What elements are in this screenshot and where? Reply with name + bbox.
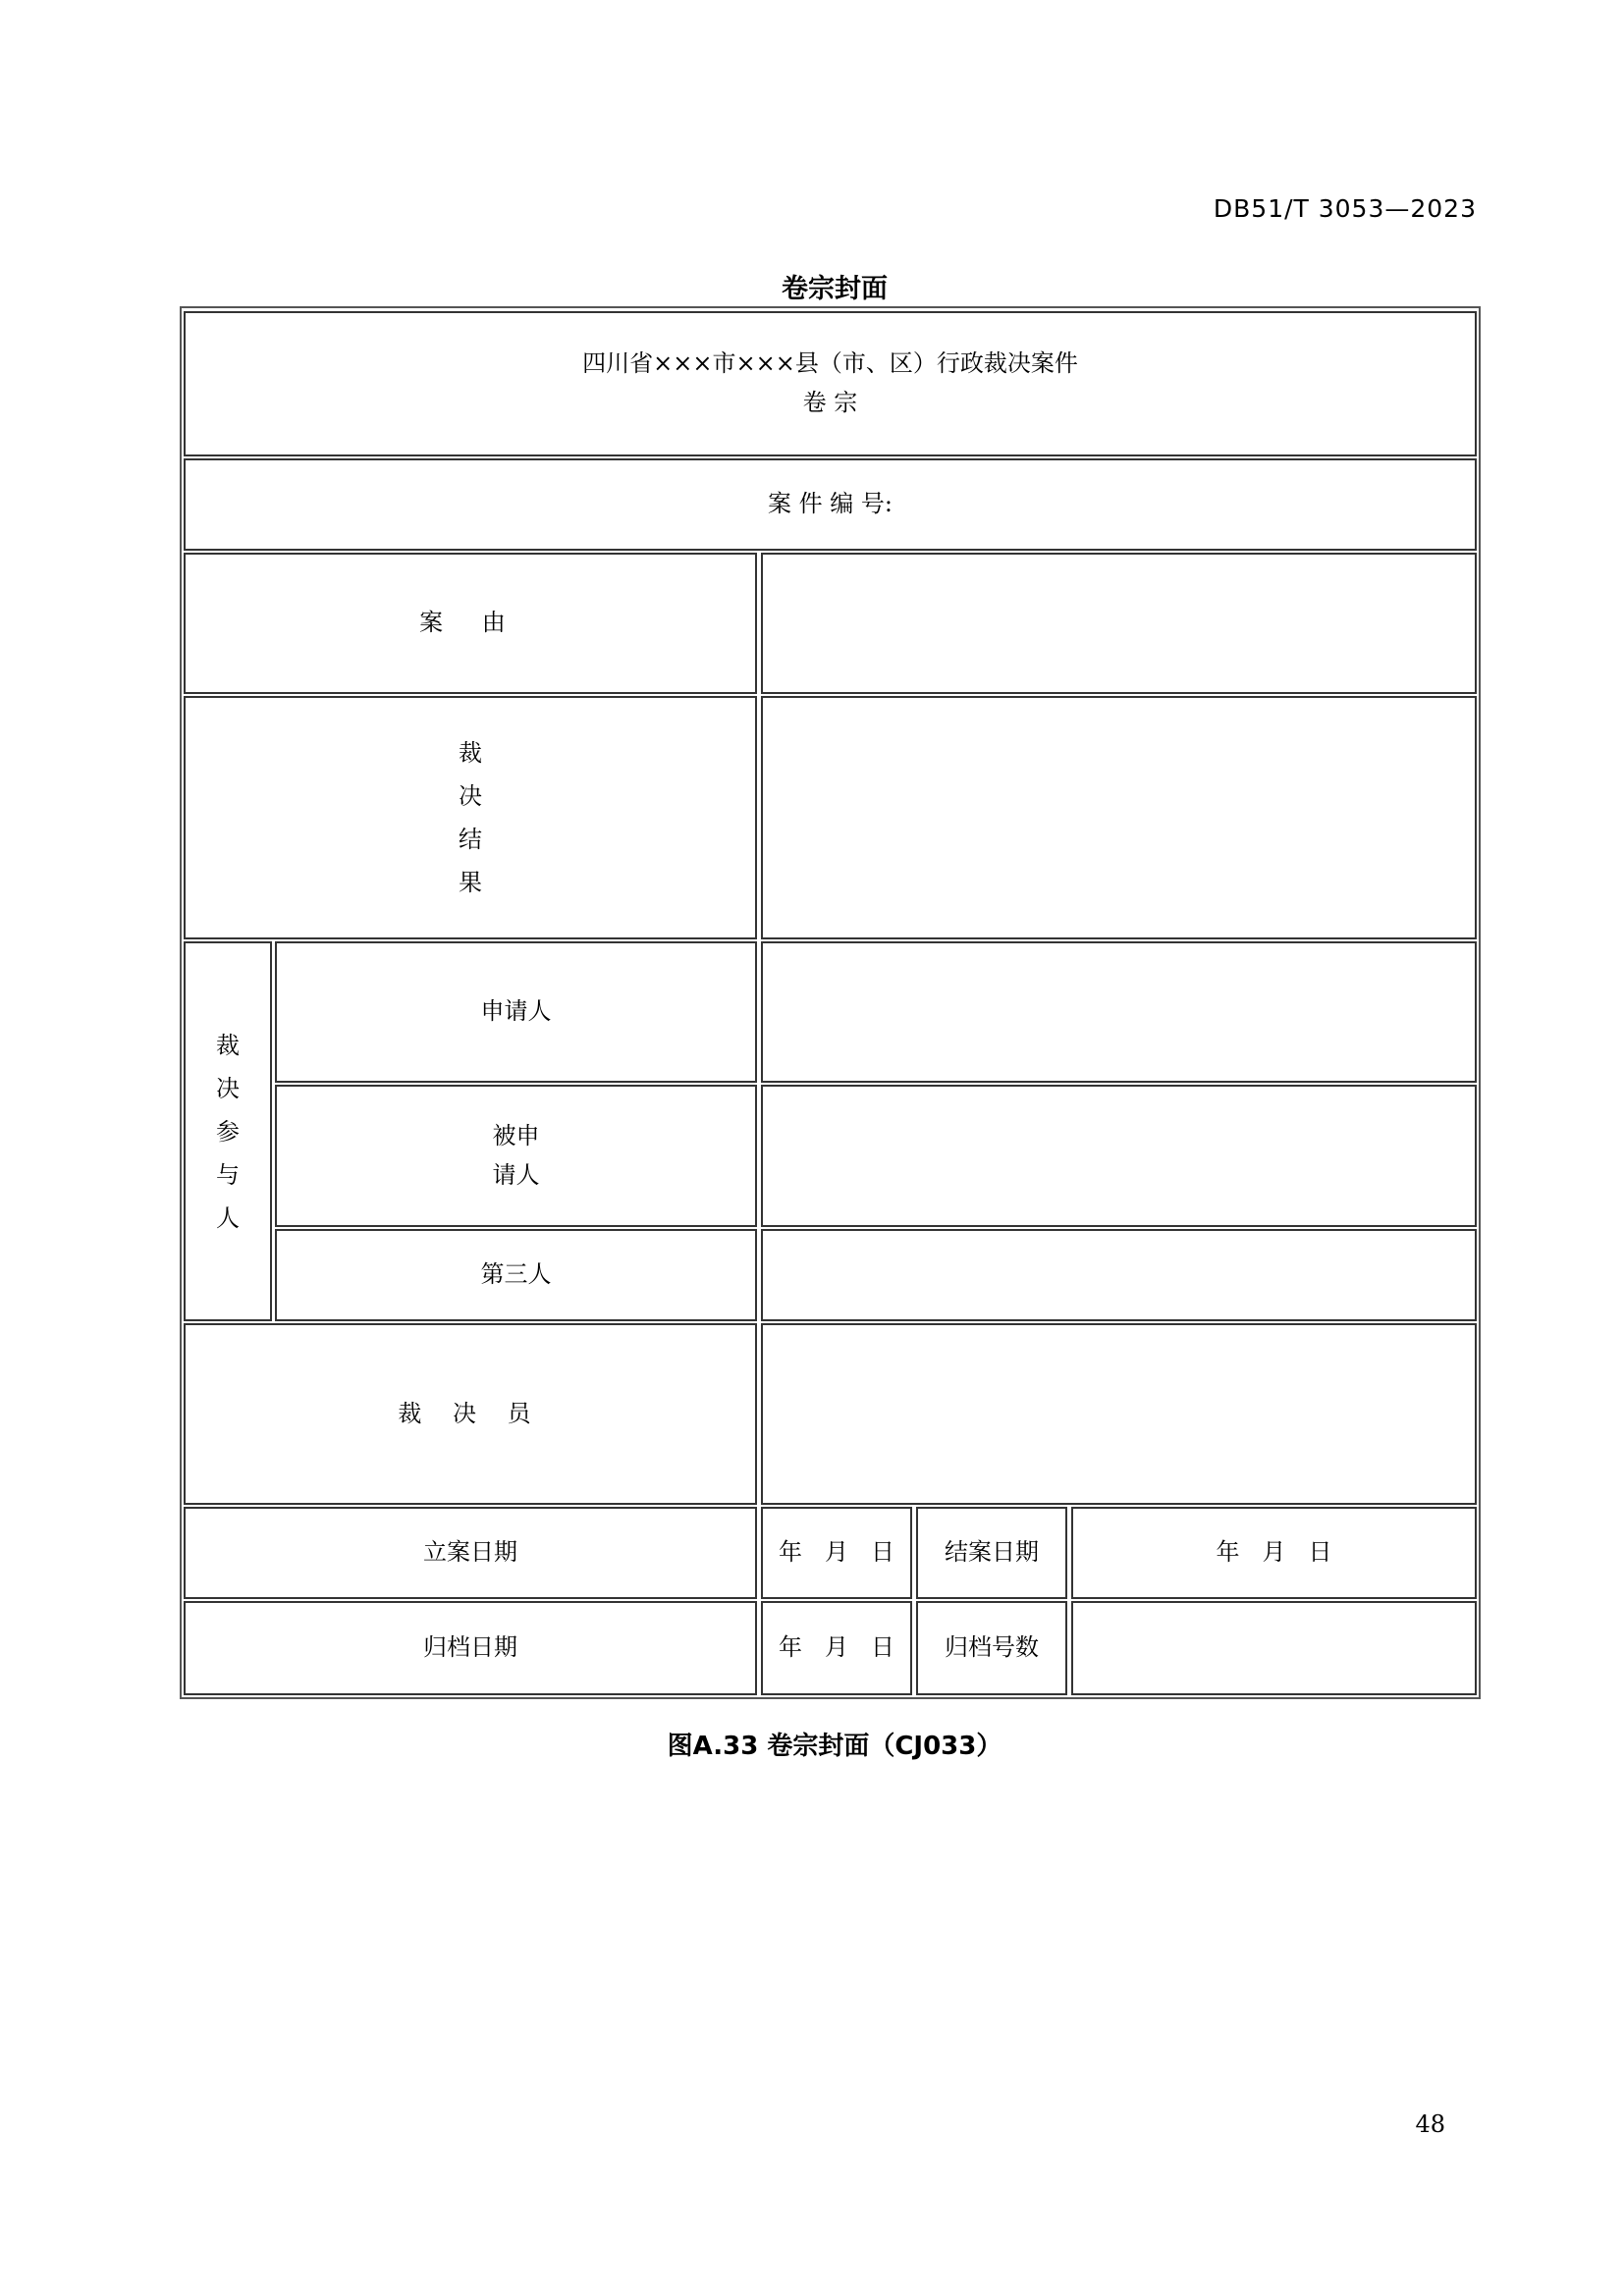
archive-date-value-cell[interactable] [761,1601,912,1695]
case-title-cell [184,311,1477,456]
case-title-line2: 卷 宗 [802,389,858,416]
day-unit: 日 [871,1633,894,1662]
participants-char: 决 [216,1074,240,1102]
figure-caption: 图A.33 卷宗封面（CJ033） [667,1732,1002,1761]
respondent-label-cell [275,1085,757,1227]
adjudicator-label-cell [184,1323,757,1505]
filing-date-label: 立案日期 [423,1538,517,1567]
participants-char: 参 [216,1117,240,1146]
applicant-value-cell[interactable] [761,941,1477,1083]
third-party-label: 第三人 [480,1260,552,1289]
case-cause-value-cell[interactable] [761,553,1477,694]
year-unit: 年 [779,1633,802,1662]
archive-date-label: 归档日期 [423,1633,517,1662]
archive-number-label: 归档号数 [945,1633,1039,1662]
participants-label-cell [184,941,272,1321]
ruling-result-char: 果 [459,869,482,896]
ruling-result-char: 结 [459,826,482,853]
closing-date-units [1217,1533,1332,1573]
case-number-label: 案 件 编 号: [768,490,893,518]
case-number-cell [184,458,1477,551]
case-cause-label-cell [184,553,757,694]
participants-char: 裁 [216,1031,240,1059]
ruling-result-char: 决 [459,782,482,810]
applicant-label: 申请人 [480,997,552,1026]
respondent-label-line2: 请人 [492,1160,540,1189]
third-party-value-cell[interactable] [761,1229,1477,1321]
respondent-label-line1: 被申 [492,1121,540,1149]
archive-date-label-cell [184,1601,757,1695]
applicant-label-cell [275,941,757,1083]
form-title: 卷宗封面 [782,274,888,304]
ruling-result-char: 裁 [459,739,482,767]
month-unit: 月 [825,1538,848,1567]
archive-number-value-cell[interactable] [1071,1601,1477,1695]
closing-date-label-cell [916,1507,1067,1599]
archive-number-label-cell [916,1601,1067,1695]
archive-date-units [779,1629,894,1668]
day-unit: 日 [1308,1538,1332,1567]
closing-date-label: 结案日期 [945,1538,1039,1567]
standard-code: DB51/T 3053—2023 [1213,194,1477,223]
month-unit: 月 [1262,1538,1286,1567]
page-number: 48 [1415,2110,1445,2138]
ruling-result-value-cell[interactable] [761,696,1477,939]
year-unit: 年 [1216,1538,1240,1567]
adjudicator-label: 裁 决 员 [398,1399,543,1427]
adjudicator-value-cell[interactable] [761,1323,1477,1505]
filing-date-units [779,1533,894,1573]
ruling-result-label-cell [184,696,757,939]
month-unit: 月 [825,1633,848,1662]
participants-char: 人 [216,1203,240,1232]
case-title-line1: 四川省×××市×××县（市、区）行政裁决案件 [582,349,1078,378]
participants-char: 与 [216,1160,240,1189]
filing-date-label-cell [184,1507,757,1599]
case-cause-label: 案 由 [419,609,521,637]
respondent-value-cell[interactable] [761,1085,1477,1227]
filing-date-value-cell[interactable] [761,1507,912,1599]
closing-date-value-cell[interactable] [1071,1507,1477,1599]
day-unit: 日 [871,1538,894,1567]
year-unit: 年 [779,1538,802,1567]
third-party-label-cell [275,1229,757,1321]
